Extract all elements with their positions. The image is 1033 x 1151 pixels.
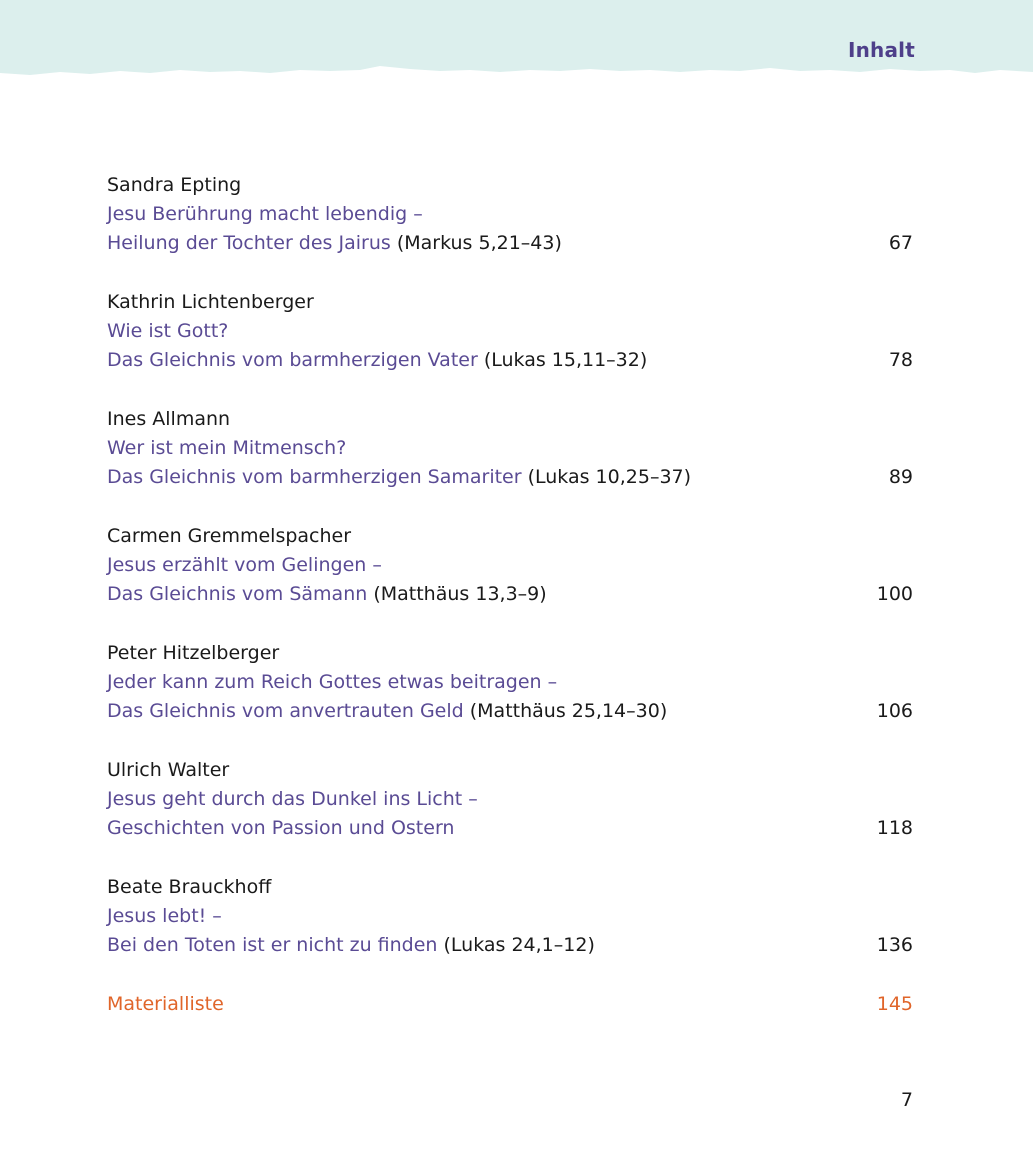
entry-author: Kathrin Lichtenberger <box>107 291 314 313</box>
entry-author: Carmen Gremmelspacher <box>107 525 352 547</box>
toc-entry-material-list[interactable] <box>107 990 913 1019</box>
entry-bible-reference: (Matthäus 13,3–9) <box>367 583 547 605</box>
entry-page-number: 100 <box>876 583 913 605</box>
entry-title-line-1: Jesus lebt! – <box>107 905 222 927</box>
entry-title-line-2: Bei den Toten ist er nicht zu finden <box>107 934 438 956</box>
entry-author: Ulrich Walter <box>107 759 230 781</box>
toc-entry[interactable] <box>107 756 913 843</box>
table-of-contents <box>107 171 913 1019</box>
entry-title-line-1: Jesu Berührung macht lebendig – <box>107 203 423 225</box>
entry-page-number: 136 <box>876 934 913 956</box>
entry-title-line-2: Geschichten von Passion und Ostern <box>107 817 455 839</box>
entry-title-line-2: Das Gleichnis vom barmherzigen Samariter <box>107 466 522 488</box>
toc-entry[interactable] <box>107 288 913 375</box>
entry-page-number: 89 <box>888 466 913 488</box>
entry-title-line-1: Jeder kann zum Reich Gottes etwas beitragen – <box>107 671 558 693</box>
entry-page-number: 67 <box>888 232 913 254</box>
entry-author: Peter Hitzelberger <box>107 642 280 664</box>
entry-bible-reference: (Markus 5,21–43) <box>390 232 562 254</box>
entry-title-line-1: Wer ist mein Mitmensch? <box>107 437 347 459</box>
entry-page-number: 78 <box>888 349 913 371</box>
material-list-label: Materialliste <box>107 993 224 1015</box>
entry-title-line-1: Wie ist Gott? <box>107 320 229 342</box>
entry-author: Beate Brauckhoff <box>107 876 272 898</box>
entry-title-line-2: Das Gleichnis vom anvertrauten Geld <box>107 700 464 722</box>
entry-author: Sandra Epting <box>107 174 242 196</box>
entry-page-number: 118 <box>876 817 913 839</box>
entry-title-line-1: Jesus geht durch das Dunkel ins Licht – <box>107 788 478 810</box>
toc-entry[interactable] <box>107 639 913 726</box>
entry-bible-reference: (Lukas 24,1–12) <box>437 934 595 956</box>
entry-bible-reference: (Lukas 15,11–32) <box>477 349 648 371</box>
page-folio: 7 <box>900 1089 913 1111</box>
entry-author: Ines Allmann <box>107 408 231 430</box>
entry-bible-reference: (Matthäus 25,14–30) <box>463 700 668 722</box>
entry-bible-reference: (Lukas 10,25–37) <box>521 466 692 488</box>
running-head: Inhalt <box>847 38 915 62</box>
entry-title-line-2: Das Gleichnis vom Sämann <box>107 583 368 605</box>
toc-entry[interactable] <box>107 405 913 492</box>
entry-title-line-2: Das Gleichnis vom barmherzigen Vater <box>107 349 478 371</box>
entry-title-line-2: Heilung der Tochter des Jairus <box>107 232 391 254</box>
entry-page-number: 106 <box>876 700 913 722</box>
material-list-page-number: 145 <box>876 993 913 1015</box>
toc-entry[interactable] <box>107 873 913 960</box>
entry-title-line-1: Jesus erzählt vom Gelingen – <box>107 554 382 576</box>
toc-entry[interactable] <box>107 171 913 258</box>
toc-entry[interactable] <box>107 522 913 609</box>
